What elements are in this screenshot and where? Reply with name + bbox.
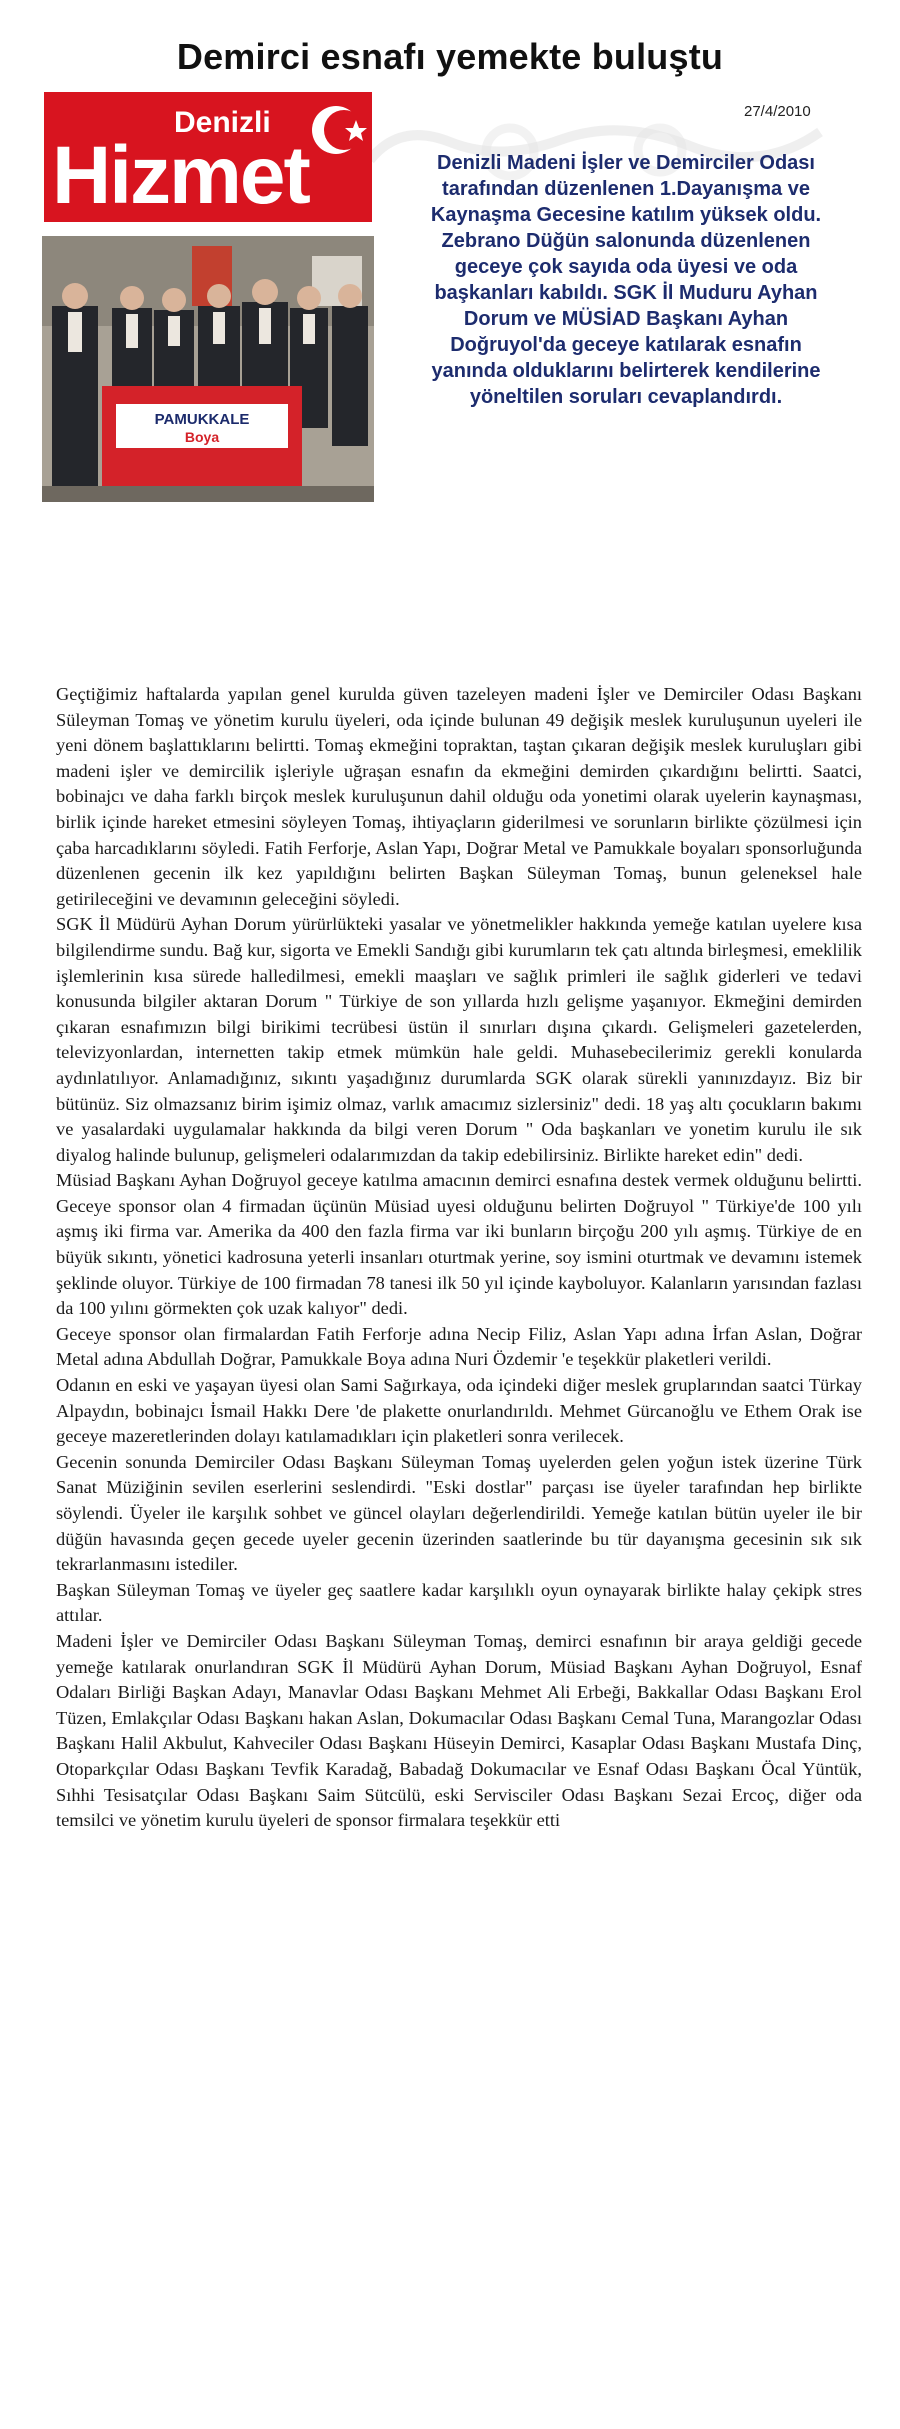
photo-banner-line1: PAMUKKALE	[154, 411, 250, 428]
body-paragraph: Odanın en eski ve yaşayan üyesi olan Sami Sağırkaya, oda içindeki diğer meslek gruplarından saatci Türkay Alpaydın, bobinajcı İsmail Hakkı Dere 'de plakette onurlandırıldı. Mehmet Gürcanoğlu ve Ethem Orak ise geceye mazeretlerinden dolayı katılamadıkları için plaketleri sonra verilecek.	[56, 1375, 862, 1447]
body-paragraph: SGK İl Müdürü Ayhan Dorum yürürlükteki yasalar ve yönetmelikler hakkında yemeğe katılan uyelere kısa bilgilendirme sundu. Bağ kur, sigorta ve Emekli Sandığı gibi kurumların tek çatı altında birleşmesi, emeklilik işlemlerinin kısa sürede halledilmesi, emekli maaşları ve sağlık primleri ile sağlık giderleri ve tedavi konusunda bilgiler aktaran Dorum " Türkiye de son yıllarda hızlı gelişme yaşanıyor. Ekmeğini demirden çıkaran esnafımızın bilgi birikimi tecrübesi üstün il sınırları dışına çıkardı. Gelişmeleri gazetelerden, televizyonlardan, internetten takip etmek mümkün hale geldi. Muhasebecilerimiz gerekli konularda aydınlatılıyor. Anlamadığınız, sıkıntı yaşadığınız durumlarda SGK olarak sürekli yanınızdayız. Biz bir bütünüz. Siz olmazsanız birim işimiz olmaz, varlık amacımız sizlersiniz" dedi. 18 yaş altı çocukların bakımı ve yasalardaki uygulamalar hakkında da bilgi veren Dorum " Oda başkanları ve yonetim kurulu ile sık diyalog halinde bulunup, gelişmeleri odalarımızdan da takip edebilirsiniz. Birlikte hareket edin" dedi.	[56, 914, 862, 1165]
photo-banner-line2: Boya	[184, 429, 220, 445]
body-paragraph: Madeni İşler ve Demirciler Odası Başkanı Süleyman Tomaş, demirci esnafının bir araya geldiği gecede yemeğe katılarak onurlandıran SGK İl Müdürü Ayhan Dorum, Müsiad Başkanı Ayhan Doğruyol, Esnaf Odaları Birliği Başkan Adayı, Manavlar Odası Başkanı Mehmet Ali Erbeği, Bakkallar Odası Başkanı Erol Tüzen, Emlakçılar Odası Başkanı hakan Aslan, Dokumacılar Odası Başkanı Cemal Tuna, Marangozlar Odası Başkanı Halil Akbulut, Kahveciler Odası Başkanı Hüseyin Demirci, Kasaplar Odası Başkanı Mustafa Dinç, Otoparkçılar Odası Başkanı Tevfik Karadağ, Babadağ Dokumacılar ve Esnaf Odası Başkanı Öcal Yüntük, Sıhhi Tesisatçılar Odası Başkanı Saim Sütcülü, eski Servisciler Odası Başkanı Sezai Ercoç, diğer oda temsilci ve yönetim kurulu üyeleri de sponsor firmalara teşekkür etti	[56, 1630, 862, 1831]
crescent-star-icon	[306, 98, 370, 162]
article-photo	[42, 236, 374, 502]
logo-name: Hizmet	[52, 130, 309, 221]
article-headline: Demirci esnafı yemekte buluştu	[176, 36, 724, 77]
body-paragraph: Gecenin sonunda Demirciler Odası Başkanı Süleyman Tomaş uyelerden gelen yoğun istek üzerine Türk Sanat Müziğinin sevilen eserlerini seslendirdi. "Eski dostlar" parçası ise üyeler tarafından hep birlikte söylendi. Üyeler ile karşılık sohbet ve güncel olayları değerlendirildi. Yemeğe katılan bütün uyeler ile bir düğün havasında geçen gecede uyeler gecenin üzerinden saatlerinde bu tür dayanışma gecesinin sık sık tekrarlanmasını istediler.	[56, 1451, 862, 1575]
body-paragraph: Müsiad Başkanı Ayhan Doğruyol geceye katılma amacının demirci esnafına destek vermek olduğunu belirtti. Geceye sponsor olan 4 firmadan üçünün Müsiad uyesi olduğunu belirten Doğruyol " Türkiye'de 100 yılı aşmış iki firma var. Amerika da 400 den fazla firma var iki bunların birçoğu 200 yılı aşmış. Türkiye de en büyük sıkıntı, yönetici kadrosuna yeterli insanları oturtmak yerine, soy ismini oturtmak ve devamını istemek şeklinde oluyor. Türkiye de 100 firmadan 78 tanesi ilk 50 yıl içinde kayboluyor. Kalanların yarısından fazlası da 100 yılını görmekten çok uzak kalıyor" dedi.	[56, 1170, 862, 1319]
article-lead: Denizli Madeni İşler ve Demirciler Odası tarafından düzenlenen 1.Dayanışma ve Kaynaşma Gecesine katılım yüksek oldu. Zebrano Düğün salonunda düzenlenen geceye çok sayıda oda üyesi ve oda başkanları kabıldı. SGK İl Muduru Ayhan Dorum ve MÜSİAD Başkanı Ayhan Doğruyol'da geceye katılarak esnafın yanında olduklarını belirterek kendilerine yöneltilen soruları cevaplandırdı.	[430, 152, 822, 408]
newspaper-logo	[44, 92, 372, 222]
body-paragraph: Başkan Süleyman Tomaş ve üyeler geç saatlere kadar karşılıklı oyun oynayarak birlikte halay çekipk stres attılar.	[56, 1579, 862, 1626]
body-paragraph: Geceye sponsor olan firmalardan Fatih Ferforje adına Necip Filiz, Aslan Yapı adına İrfan Aslan, Doğrar Metal adına Abdullah Doğrar, Pamukkale Boya adına Nuri Özdemir 'e teşekkür plaketleri verildi.	[56, 1323, 862, 1370]
article-date: 27/4/2010	[744, 103, 811, 120]
group-photo-image	[42, 236, 374, 502]
article-body	[56, 682, 862, 1834]
logo-city: Denizli	[174, 106, 271, 139]
body-paragraph: Geçtiğimiz haftalarda yapılan genel kurulda güven tazeleyen madeni İşler ve Demirciler Odası Başkanı Süleyman Tomaş ve yönetim kurulu üyeleri, oda içinde bulunan 49 değişik meslek kuruluşunun uyeleri ile yeni dönem başlattıklarını belirtti. Tomaş ekmeğini topraktan, taştan çıkaran değişik meslek kuruluşları gibi madeni işler ve demircilik işleriyle uğraşan esnafın da ekmeğini demirden çıkardığını belirtti. Saatci, bobinajcı ve daha farklı birçok meslek kuruluşunun dahil olduğu oda yonetimi olarak uyelerin kaynaşması, birlik içinde hareket etmesini söyleyen Tomaş, ihtiyaçların giderilmesi ve sorunların birlikte çözülmesi için çaba harcadıklarını söyledi. Fatih Ferforje, Aslan Yapı, Doğrar Metal ve Pamukkale boyaları sponsorluğunda düzenlenen gecenin ilk kez yapıldığını belirten Başkan Süleyman Tomaş, bunun geleneksel hale getirileceğini ve devamının geleceğini söyledi.	[56, 684, 862, 909]
